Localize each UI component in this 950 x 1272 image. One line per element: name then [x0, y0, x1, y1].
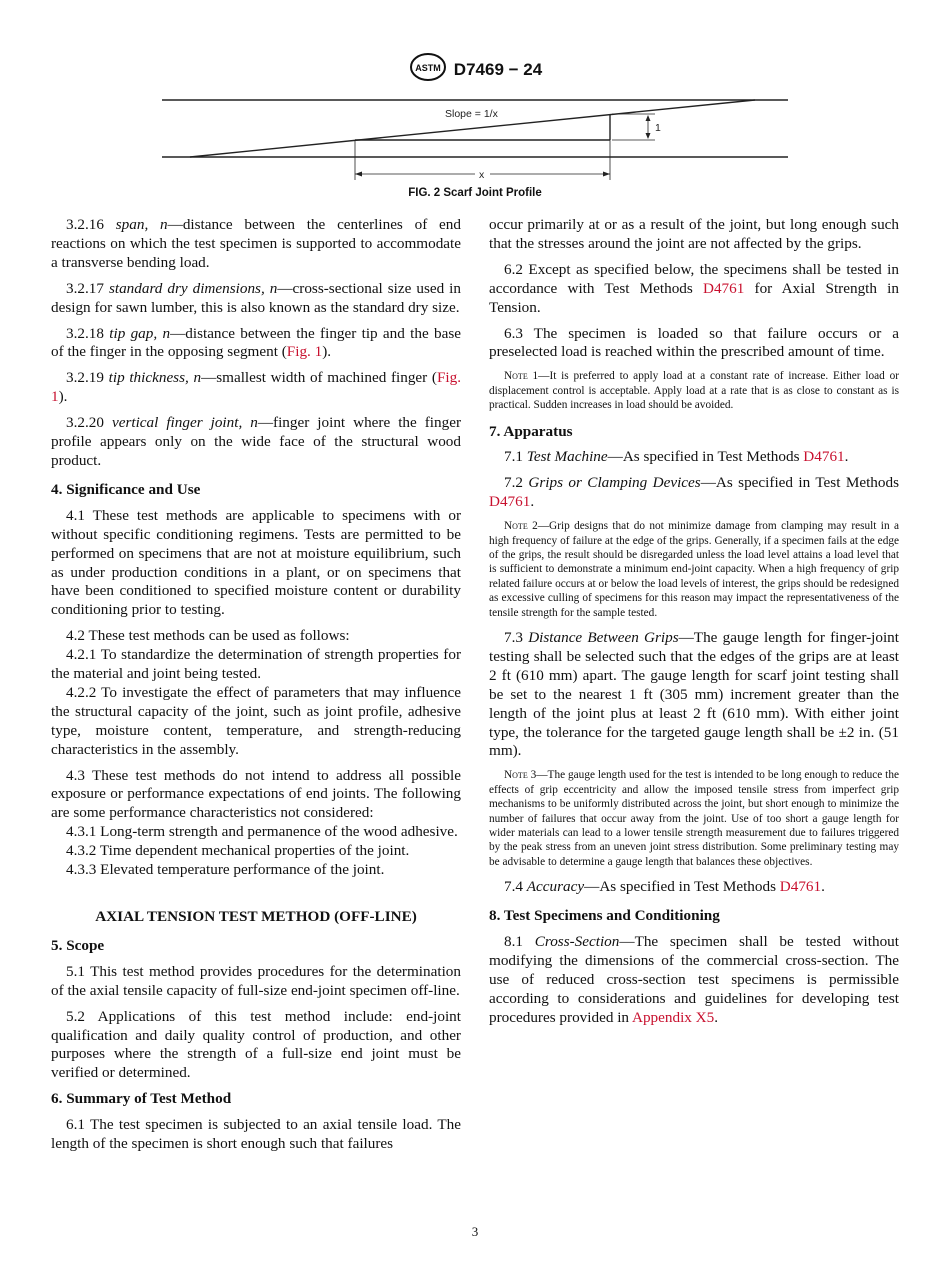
page-header — [0, 52, 950, 87]
paragraph-6-1-continued: occur primarily at or as a result of the joint, but long enough such that the stresses around the joint are not affected by the grips. — [489, 216, 899, 252]
d4761-link[interactable]: D4761 — [779, 878, 822, 896]
paragraph-3-2-19: 3.2.19 tip thickness, n—smallest width of machined finger (Fig. 1). — [51, 369, 462, 406]
paragraph-8-1: 8.1 Cross-Section—The specimen shall be tested without modifying the dimensions of the commercial cross-section. The use of reduced cross-section test specimens is permissible according to considerations and guidelines for developing test procedures provided in Appendix X5. — [489, 933, 899, 1026]
rise-label: 1 — [655, 122, 661, 134]
run-arrow-right — [603, 172, 610, 177]
astm-logo-icon — [408, 52, 448, 87]
paragraph-3-2-17: 3.2.17 standard dry dimensions, n—cross-sectional size used in design for sawn lumber, this is also known as the standard dry size. — [51, 279, 461, 316]
svg-text:ASTM: ASTM — [415, 63, 441, 73]
run-arrow-left — [355, 172, 362, 177]
section-heading-4: 4. Significance and Use — [51, 480, 201, 498]
section-heading-7: 7. Apparatus — [489, 422, 573, 440]
left-column — [51, 216, 461, 1161]
appendix-x5-link[interactable]: Appendix X5 — [631, 1008, 715, 1026]
paragraph-5-2: 5.2 Applications of this test method include: end-joint qualification and daily quality control of production, and other purposes where the strength of a full-size end joint must be verified or determined. — [51, 1007, 461, 1082]
paragraph-4-2-1: 4.2.1 To standardize the determination of strength properties for the material and joint being tested. — [51, 646, 461, 683]
paragraph-7-2: 7.2 Grips or Clamping Devices—As specified in Test Methods D4761. — [489, 474, 899, 511]
d4761-link[interactable]: D4761 — [803, 448, 845, 466]
scarf-joint-diagram — [150, 88, 800, 188]
note-3: Note 3—The gauge length used for the test is intended to be long enough to reduce the effects of grip eccentricity and allow the imposed tensile stress from imperfect grip mechanisms to be uniformly distributed across the joint, but short enough to minimize the number of failures that occur away from the joint. Use of too short a gauge length for wider materials can lead to a lower tensile strength measurement due to failures triggered by the peak stress from an uneven joint stress distribution. Some preliminary testing may be advisable to determine a gauge length that balances these objectives. — [489, 769, 899, 868]
paragraph-6-3: 6.3 The specimen is loaded so that failure occurs or a preselected load is reached within the prescribed amount of time. — [489, 324, 899, 361]
paragraph-4-2: 4.2 These test methods can be used as follows: — [66, 627, 350, 645]
d4761-link[interactable]: D4761 — [489, 493, 531, 511]
paragraph-6-1: 6.1 The test specimen is subjected to an axial tensile load. The length of the specimen is short enough such that failures — [51, 1116, 461, 1153]
paragraph-4-2-2: 4.2.2 To investigate the effect of parameters that may influence the structural capacity of the joint, such as joint profile, adhesive type, moisture content, temperature, and strength-reducing characteristics in the assembly. — [51, 683, 461, 758]
document-designation: D7469 − 24 — [453, 59, 543, 79]
note-2: Note 2—Grip designs that do not minimize damage from clamping may result in a high frequency of failure at the edge of the grips. Generally, if a specimen fails at the edge of the grips, the result should be disregarded unless the load level attains a load level that is sufficient to demonstrate a minimum end-joint capacity. When a high frequency of grip related failure occurs at or below the load levels of interest, the grips should be redesigned as excessive culling of specimens for this reason may impact the representativeness of the tensile strength for the sample tested. — [489, 520, 899, 619]
section-heading-8: 8. Test Specimens and Conditioning — [489, 907, 720, 925]
page-number: 3 — [471, 1224, 479, 1239]
fig1-link[interactable]: Fig. 1 — [51, 369, 462, 406]
paragraph-4-3-2: 4.3.2 Time dependent mechanical properties of the joint. — [66, 842, 410, 860]
slope-label: Slope = 1/x — [445, 108, 498, 120]
right-column — [489, 216, 899, 1035]
fig1-link[interactable]: Fig. 1 — [286, 343, 323, 361]
rise-arrow-top — [646, 115, 651, 121]
paragraph-3-2-18: 3.2.18 tip gap, n—distance between the finger tip and the base of the finger in the opposing segment (Fig. 1). — [51, 324, 461, 361]
section-heading-6: 6. Summary of Test Method — [51, 1090, 232, 1108]
paragraph-7-4: 7.4 Accuracy—As specified in Test Methods D4761. — [504, 878, 825, 896]
note-1: Note 1—It is preferred to apply load at a constant rate of increase. Either load or displacement control is acceptable. Apply load at a rate that is as close to constant as is practical. Sudden increases in load should be avoided. — [489, 370, 899, 412]
axial-tension-heading: AXIAL TENSION TEST METHOD (OFF-LINE) — [95, 908, 417, 925]
paragraph-7-1: 7.1 Test Machine—As specified in Test Methods D4761. — [504, 448, 849, 466]
paragraph-7-3: 7.3 Distance Between Grips—The gauge length for finger-joint testing shall be selected such that the edges of the grips are at least 2 ft (610 mm) apart. The gauge length for scarf joint testing shall be set to the nearest 1 ft (305 mm) increment greater than the length of the joint plus at least 2 ft (610 mm). With either joint type, the tolerance for the targeted gauge length shall be ±2 in. (51 mm). — [489, 629, 899, 760]
paragraph-4-3: 4.3 These test methods do not intend to address all possible exposure or performance expectations of end joints. The following are some performance characteristics not considered: — [51, 766, 461, 822]
paragraph-3-2-20: 3.2.20 vertical finger joint, n—finger joint where the finger profile appears only on the wide face of the structural wood product. — [51, 414, 462, 469]
paragraph-3-2-16: 3.2.16 span, n—distance between the centerlines of end reactions on which the test specimen is supported to accommodate a transverse bending load. — [51, 216, 461, 271]
paragraph-5-1: 5.1 This test method provides procedures for the determination of the axial tensile capacity of full-size end-joint specimen off-line. — [51, 962, 461, 999]
paragraph-4-3-1: 4.3.1 Long-term strength and permanence of the wood adhesive. — [66, 823, 458, 841]
paragraph-4-1: 4.1 These test methods are applicable to specimens with or without specific conditioning regimens. Tests are permitted to be performed on specimens that are not at moisture equilibrium, such as under production conditions in a plant, or on specimens that have been conditioned to specified moisture content or durability conditioning prior to testing. — [51, 506, 461, 619]
paragraph-6-2: 6.2 Except as specified below, the specimens shall be tested in accordance with Test Methods D4761 for Axial Strength in Tension. — [489, 260, 899, 316]
d4761-link[interactable]: D4761 — [703, 279, 745, 297]
section-heading-5: 5. Scope — [51, 936, 105, 954]
rise-arrow-bottom — [646, 133, 651, 139]
paragraph-4-3-3: 4.3.3 Elevated temperature performance of the joint. — [66, 861, 385, 879]
figure-caption: FIG. 2 Scarf Joint Profile — [408, 187, 542, 199]
run-label: x — [479, 169, 485, 181]
